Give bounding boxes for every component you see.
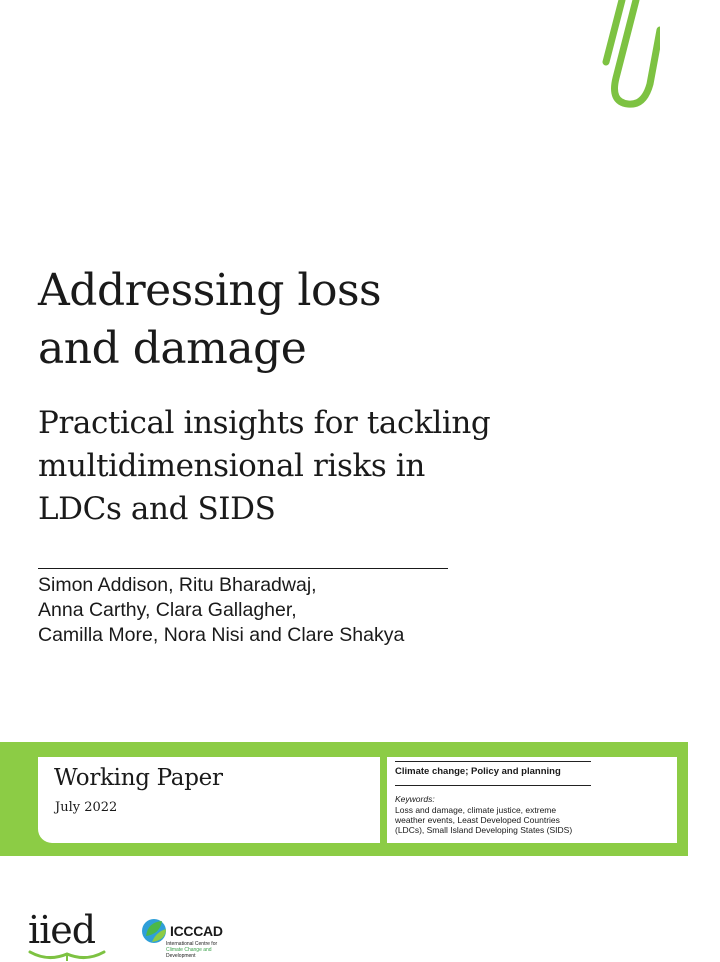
icccad-subtitle-line: Climate Change and <box>166 947 212 953</box>
keywords-line: (LDCs), Small Island Developing States (SIDS) <box>395 825 573 835</box>
keywords-list <box>395 805 655 835</box>
report-subtitle-line: multidimensional risks in <box>38 448 425 484</box>
report-title <box>38 262 381 378</box>
author-line: Camilla More, Nora Nisi and Clare Shakya <box>38 624 405 646</box>
author-line: Anna Carthy, Clara Gallagher, <box>38 599 297 621</box>
topic-category: Climate change; Policy and planning <box>395 766 561 777</box>
keywords-line: Loss and damage, climate justice, extreme <box>395 805 557 815</box>
author-line: Simon Addison, Ritu Bharadwaj, <box>38 574 317 596</box>
icccad-subtitle-line: Development <box>166 953 196 959</box>
icccad-logo-text: ICCCAD <box>170 923 223 939</box>
report-subtitle <box>38 402 490 531</box>
publication-date: July 2022 <box>55 800 118 815</box>
keywords-label: Keywords: <box>395 794 435 804</box>
author-list <box>38 573 404 648</box>
icccad-subtitle-line: International Centre for <box>166 941 218 947</box>
topics-divider <box>395 785 591 786</box>
icccad-logo-subtitle <box>166 941 246 959</box>
topics-divider-top <box>395 761 591 762</box>
iied-logo <box>28 908 118 960</box>
report-title-line: and damage <box>38 323 307 374</box>
report-subtitle-line: LDCs and SIDS <box>38 491 276 527</box>
paperclip-icon <box>580 0 660 110</box>
iied-logo-text: iied <box>28 908 96 952</box>
publication-type-card <box>38 757 380 843</box>
icccad-logo <box>140 912 250 960</box>
report-title-line: Addressing loss <box>38 265 382 316</box>
publication-type: Working Paper <box>54 765 223 791</box>
keywords-line: weather events, Least Developed Countries <box>395 815 560 825</box>
topics-card <box>387 757 677 843</box>
report-subtitle-line: Practical insights for tackling <box>38 405 491 441</box>
authors-divider <box>38 568 448 569</box>
